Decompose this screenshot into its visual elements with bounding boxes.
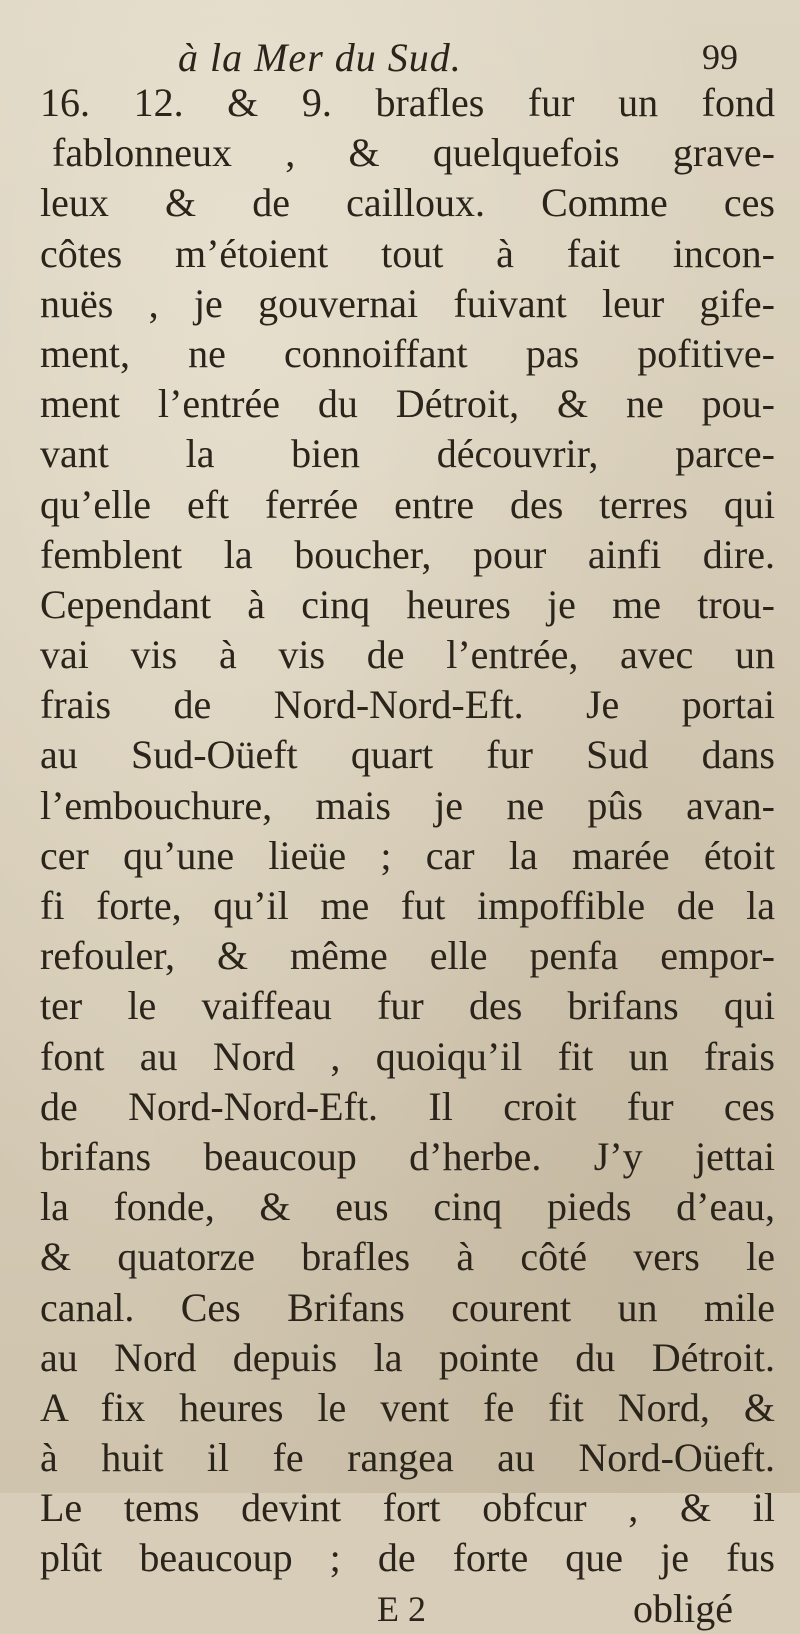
text-line: côtes m’étoient tout à fait incon- xyxy=(40,230,775,276)
text-line: refouler, & même elle penfa empor- xyxy=(40,933,775,979)
text-line: plût beaucoup ; de forte que je fus xyxy=(40,1535,775,1581)
text-line: vai vis à vis de l’entrée, avec un xyxy=(40,632,775,678)
text-line: femblent la boucher, pour ainfi dire. xyxy=(40,531,775,577)
text-line: fi forte, qu’il me fut impoffible de la xyxy=(40,883,775,928)
text-line: 16. 12. & 9. brafles fur un fond xyxy=(40,80,775,125)
text-line: font au Nord , quoiqu’il fit un frais xyxy=(40,1033,775,1079)
text-line: ter le vaiffeau fur des brifans qui xyxy=(40,983,775,1029)
text-line: brifans beaucoup d’herbe. J’y jettai xyxy=(40,1133,775,1179)
page-number: 99 xyxy=(702,37,738,77)
footer-line xyxy=(40,1584,775,1634)
text-line: A fix heures le vent fe fit Nord, & xyxy=(40,1384,775,1430)
page-header xyxy=(178,34,738,82)
text-line: nuës , je gouvernai fuivant leur gife- xyxy=(40,280,775,326)
text-line: au Nord depuis la pointe du Détroit. xyxy=(40,1334,775,1380)
text-line: canal. Ces Brifans courent un mile xyxy=(40,1284,775,1330)
text-line: de Nord-Nord-Eft. Il croit fur ces xyxy=(40,1083,775,1129)
signature-mark: E 2 xyxy=(377,1588,426,1629)
text-line: ment l’entrée du Détroit, & ne pou- xyxy=(40,381,775,427)
text-line: frais de Nord-Nord-Eft. Je portai xyxy=(40,682,775,728)
text-line: qu’elle eft ferrée entre des terres qui xyxy=(40,481,775,527)
text-line: Cependant à cinq heures je me trou- xyxy=(40,581,775,627)
text-line: à huit il fe rangea au Nord-Oüeft. xyxy=(40,1435,775,1481)
text-line: ment, ne connoiffant pas pofitive- xyxy=(40,330,775,376)
text-line: la fonde, & eus cinq pieds d’eau, xyxy=(40,1184,775,1230)
text-line: Le tems devint fort obfcur , & il xyxy=(40,1485,775,1531)
text-line: au Sud-Oüeft quart fur Sud dans xyxy=(40,732,775,778)
running-title: à la Mer du Sud. xyxy=(178,35,462,80)
text-line: cer qu’une lieüe ; car la marée étoit xyxy=(40,832,775,878)
text-line: & quatorze brafles à côté vers le xyxy=(40,1234,775,1280)
text-line: l’embouchure, mais je ne pûs avan- xyxy=(40,782,775,828)
text-line: vant la bien découvrir, parce- xyxy=(40,431,775,477)
body-text xyxy=(40,78,775,1634)
text-line: leux & de cailloux. Comme ces xyxy=(40,180,775,226)
text-line: fablonneux , & quelquefois grave- xyxy=(52,130,775,176)
catchword: obligé xyxy=(633,1585,733,1631)
